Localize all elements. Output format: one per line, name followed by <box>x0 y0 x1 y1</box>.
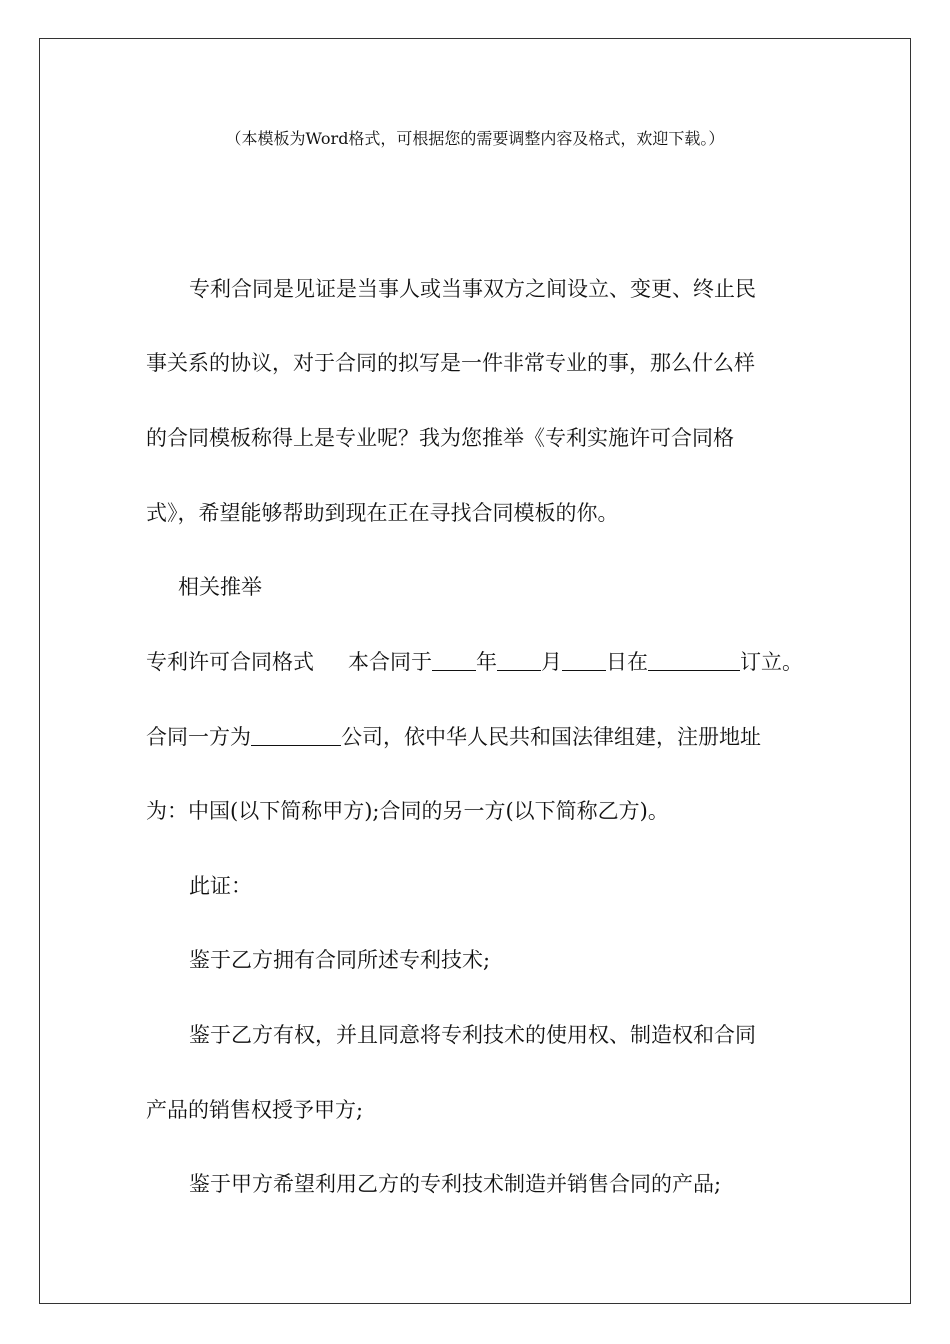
intro-line-4: 式》，希望能够帮助到现在正在寻找合同模板的你。 <box>146 501 619 525</box>
intro-line-1: 专利合同是见证是当事人或当事双方之间设立、变更、终止民 <box>189 277 756 301</box>
year-blank <box>432 650 476 671</box>
contract-date-line <box>146 647 803 677</box>
day-blank <box>562 650 606 671</box>
recital-3: 鉴于甲方希望利用乙方的专利技术制造并销售合同的产品; <box>189 1172 722 1196</box>
intro-line-2: 事关系的协议，对于合同的拟写是一件非常专业的事，那么什么样 <box>146 351 755 375</box>
company-blank <box>251 725 341 746</box>
witness-line: 此证： <box>189 874 252 898</box>
related-heading: 相关推举 <box>178 575 262 599</box>
month-blank <box>497 650 541 671</box>
place-blank <box>648 650 740 671</box>
recital-2-continued: 产品的销售权授予甲方; <box>146 1098 364 1122</box>
month-label: 月 <box>541 650 562 674</box>
recital-2: 鉴于乙方有权，并且同意将专利技术的使用权、制造权和合同 <box>189 1023 756 1047</box>
party-line-2: 为：中国(以下简称甲方);合同的另一方(以下简称乙方)。 <box>146 799 669 823</box>
date-suffix: 订立。 <box>740 650 803 674</box>
party-suffix: 公司，依中华人民共和国法律组建，注册地址 <box>341 725 761 749</box>
template-note: （本模板为Word格式，可根据您的需要调整内容及格式，欢迎下载。） <box>225 129 725 148</box>
day-at-label: 日在 <box>606 650 648 674</box>
recital-1: 鉴于乙方拥有合同所述专利技术; <box>189 948 491 972</box>
party-prefix: 合同一方为 <box>146 725 251 749</box>
party-line-1 <box>146 722 761 752</box>
date-prefix: 本合同于 <box>348 650 432 674</box>
contract-title: 专利许可合同格式 <box>146 650 314 674</box>
year-label: 年 <box>476 650 497 674</box>
intro-line-3: 的合同模板称得上是专业呢？我为您推举《专利实施许可合同格 <box>146 426 734 450</box>
